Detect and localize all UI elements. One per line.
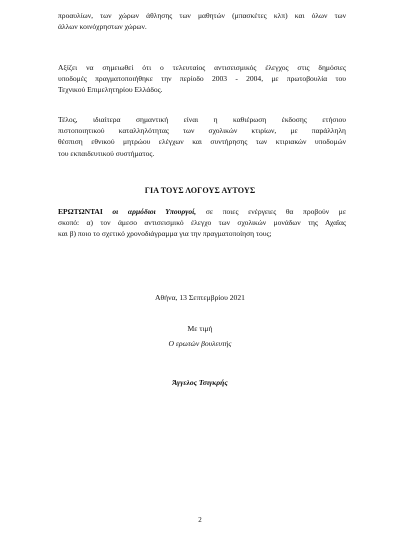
question-text: σε ποιες ενέργειες θα προβούν με <box>205 207 346 216</box>
text-line: άλλων κοινόχρηστων χώρων. <box>58 22 147 32</box>
paragraph-last-inspection <box>58 62 346 96</box>
text-line: θέσπιση εθνικού μητρώου ελέγχων και συντήρησης των κτιριακών υποδομών <box>58 137 346 147</box>
paragraph-certificate <box>58 114 346 159</box>
date-line: Αθήνα, 13 Σεπτεμβρίου 2021 <box>155 293 245 302</box>
text-line: Τεχνικού Επιμελητηρίου Ελλάδος. <box>58 85 163 95</box>
paragraph-school-yards <box>58 10 346 32</box>
text-line: προαυλίων, των χώρων άθλησης των μαθητών (μπασκέτες κλπ) και όλων των <box>58 11 346 20</box>
regards-line: Με τιμή <box>187 324 213 333</box>
text-line <box>58 206 346 217</box>
text-line: υποδομές πραγματοποιήθηκε την περίοδο 2003 - 2004, με πρωτοβουλία του <box>58 74 346 84</box>
paragraph-question <box>58 206 346 240</box>
text-line: σκοπό: α) τον άμεσο αντισεισμικό έλεγχο των σχολικών μονάδων της Αχαΐας <box>58 218 346 228</box>
text-line: του εκπαιδευτικού συστήματος. <box>58 148 155 158</box>
signatory-title: Ο ερωτών βουλευτής <box>168 339 232 348</box>
text-line: και β) ποιο το σχετικό χρονοδιάγραμμα για την πραγματοποίηση τους; <box>58 229 272 239</box>
section-heading: ΓΙΑ ΤΟΥΣ ΛΟΓΟΥΣ ΑΥΤΟΥΣ <box>144 186 256 195</box>
text-line: πιστοποιητικού καταλληλότητας των σχολικών κτιρίων, με παράλληλη <box>58 126 346 136</box>
text-line: Αξίζει να σημειωθεί ότι ο τελευταίος αντισεισμικός έλεγχος στις δημόσιες <box>58 63 346 72</box>
signatory-name: Άγγελος Τσιγκρής <box>172 378 228 387</box>
question-addressees: οι αρμόδιοι Υπουργοί, <box>112 207 197 216</box>
question-lead: ΕΡΩΤΩΝΤΑΙ <box>58 207 103 216</box>
page-number: 2 <box>198 516 202 524</box>
text-line: Τέλος, ιδιαίτερα σημαντική είναι η καθιέρωση έκδοσης ετήσιου <box>58 115 346 124</box>
